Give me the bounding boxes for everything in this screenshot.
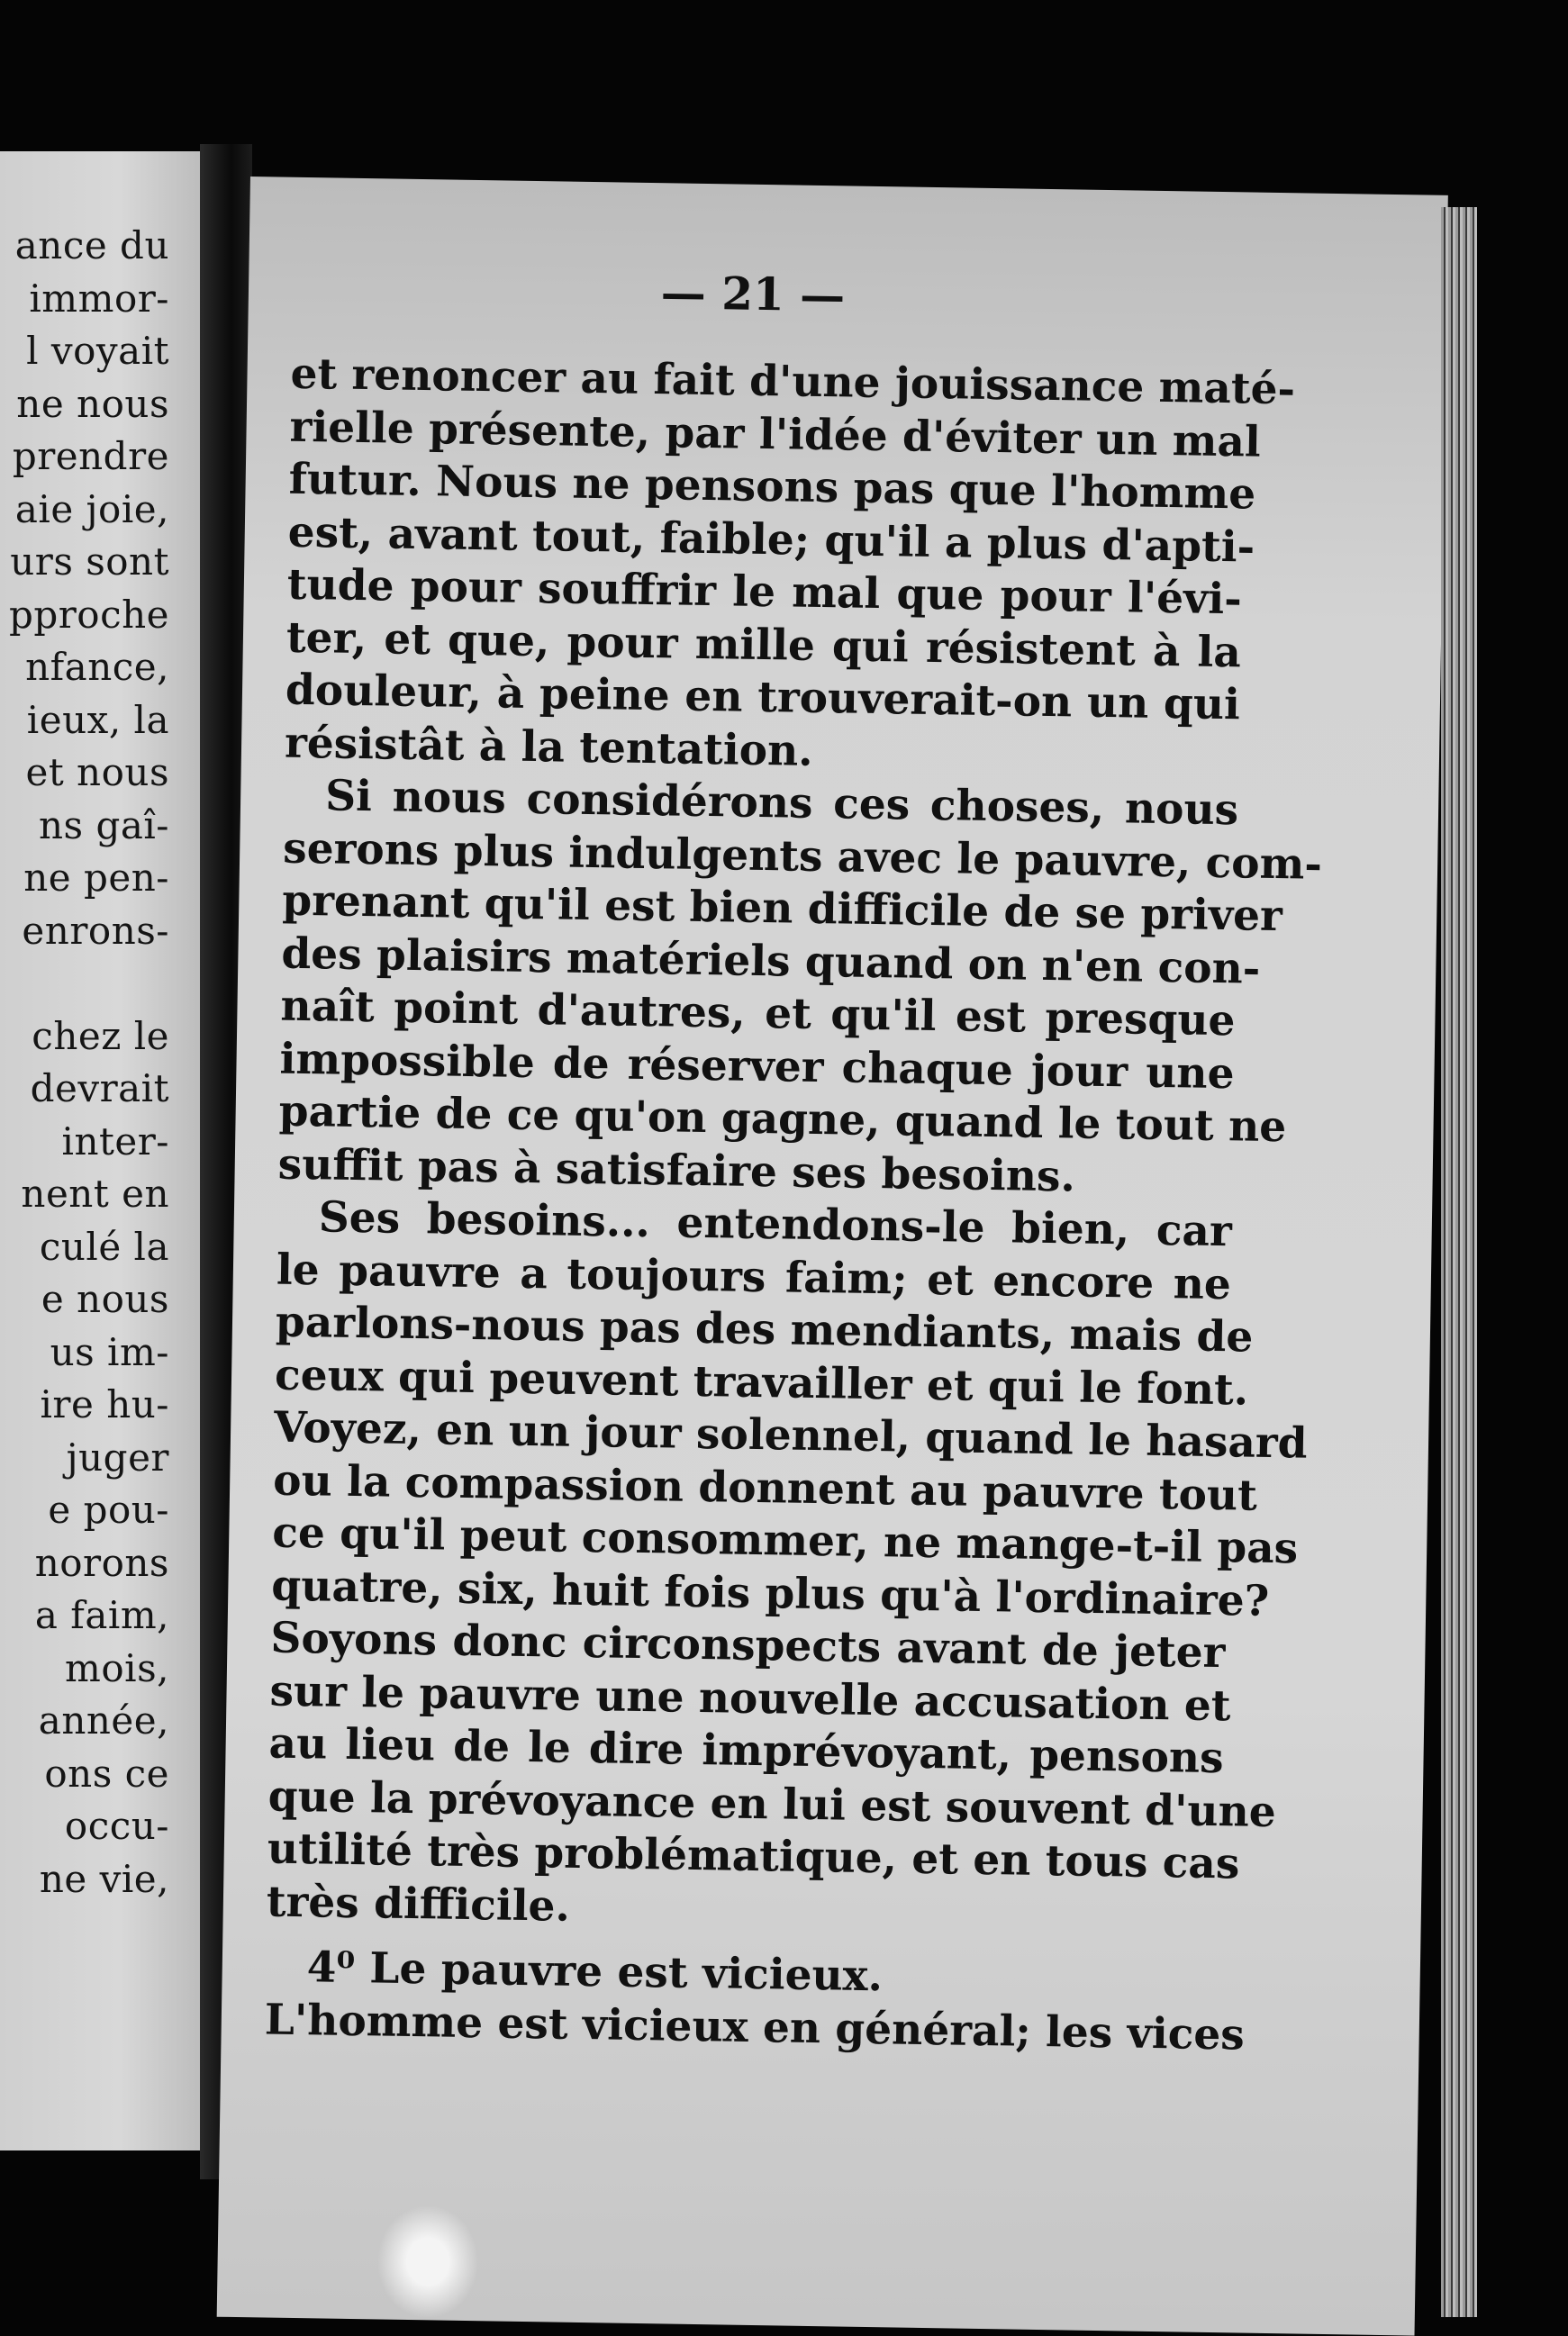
left-page-line: ons ce [44, 1751, 169, 1796]
right-page [217, 177, 1448, 2336]
left-page-line: année, [38, 1698, 169, 1743]
left-page-line: devrait [30, 1066, 169, 1110]
text-line: suffit pas à satisfaire ses besoins. [277, 1139, 1076, 1202]
text-line: Ses besoins... entendons-le bien, car [318, 1192, 1233, 1257]
left-page-line: aie joie, [14, 486, 169, 531]
text-line: ter, et que, pour mille qui résistent à la [286, 612, 1242, 677]
text-line: Voyez, en un jour solennel, quand le hasard [273, 1402, 1308, 1469]
text-line: naît point d'autres, et qu'il est presque [280, 981, 1236, 1046]
text-line: quatre, six, huit fois plus qu'à l'ordinaire? [270, 1561, 1270, 1626]
left-page-line: norons [34, 1540, 169, 1585]
left-page-line: ne vie, [39, 1856, 169, 1901]
body-text [264, 349, 1323, 2061]
left-facing-page [0, 151, 200, 2150]
page-edges [1441, 207, 1477, 2317]
text-line: tude pour souffrir le mal que pour l'évi- [286, 559, 1243, 625]
text-line: futur. Nous ne pensons pas que l'homme [288, 454, 1256, 520]
left-page-line: ne nous [16, 381, 169, 426]
text-line: et renoncer au fait d'une jouissance maté- [290, 349, 1296, 415]
left-page-line: ns gaî- [38, 802, 169, 847]
text-line: prenant qu'il est bien difficile de se priver [281, 875, 1283, 942]
text-line: serons plus indulgents avec le pauvre, com- [282, 823, 1323, 890]
left-page-line: ieux, la [26, 697, 169, 742]
left-page-line: enrons- [22, 908, 169, 953]
text-line: des plaisirs matériels quand on n'en con- [281, 928, 1261, 994]
text-line: Si nous considérons ces choses, nous [324, 771, 1239, 836]
left-page-line: occu- [64, 1804, 169, 1848]
left-page-line: a faim, [34, 1593, 169, 1637]
left-page-line: e pou- [48, 1488, 169, 1532]
text-line: ou la compassion donnent au pauvre tout [272, 1455, 1258, 1521]
text-line: ce qu'il peut consommer, ne mange-t-il pas [271, 1508, 1299, 1574]
text-line: utilité très problématique, et en tous cas [267, 1824, 1240, 1889]
text-line: 4⁰ Le pauvre est vicieux. [306, 1942, 884, 2002]
text-line: L'homme est vicieux en général; les vices [264, 1995, 1246, 2060]
text-line: très difficile. [266, 1877, 571, 1932]
text-line: Soyons donc circonspects avant de jeter [270, 1613, 1226, 1679]
left-page-line: ne pen- [23, 856, 169, 900]
left-page-line: culé la [39, 1224, 169, 1269]
text-line: douleur, à peine en trouverait-on un qui [285, 665, 1241, 730]
left-page-line: et nous [25, 750, 169, 794]
text-line: que la prévoyance en lui est souvent d'une [267, 1771, 1277, 1837]
text-line: le pauvre a toujours faim; et encore ne [276, 1245, 1232, 1309]
text-line: rielle présente, par l'idée d'éviter un mal [289, 402, 1262, 467]
left-page-line: e nous [41, 1277, 169, 1321]
scan-smudge [378, 2206, 477, 2317]
left-page-line: mois, [65, 1645, 169, 1690]
left-page-line: nfance, [25, 645, 169, 689]
text-line: résistât à la tentation. [284, 718, 814, 776]
text-line: sur le pauvre une nouvelle accusation et [269, 1666, 1231, 1731]
text-line: parlons-nous pas des mendiants, mais de [275, 1297, 1254, 1363]
left-page-line: ire hu- [40, 1382, 169, 1426]
left-page-line: pproche [8, 592, 169, 637]
text-line: est, avant tout, faible; qu'il a plus d'apti- [287, 507, 1255, 573]
left-page-line: chez le [32, 1013, 169, 1058]
left-page-line: juger [66, 1435, 169, 1480]
text-line: au lieu de le dire imprévoyant, pensons [268, 1718, 1224, 1784]
left-page-line: urs sont [10, 539, 169, 584]
text-line: partie de ce qu'on gagne, quand le tout ne [278, 1086, 1287, 1153]
left-page-line: ance du [14, 223, 169, 267]
left-page-line: us im- [50, 1329, 169, 1374]
text-line: impossible de réserver chaque jour une [279, 1034, 1235, 1099]
left-page-line: l voyait [26, 329, 169, 373]
left-page-line: prendre [12, 434, 169, 478]
left-page-line: nent en [21, 1172, 169, 1216]
left-page-line: inter- [61, 1118, 169, 1163]
text-line: ceux qui peuvent travailler et qui le font. [274, 1350, 1249, 1416]
page-number-header: — 21 — [660, 266, 846, 322]
left-page-line: immor- [29, 276, 169, 321]
